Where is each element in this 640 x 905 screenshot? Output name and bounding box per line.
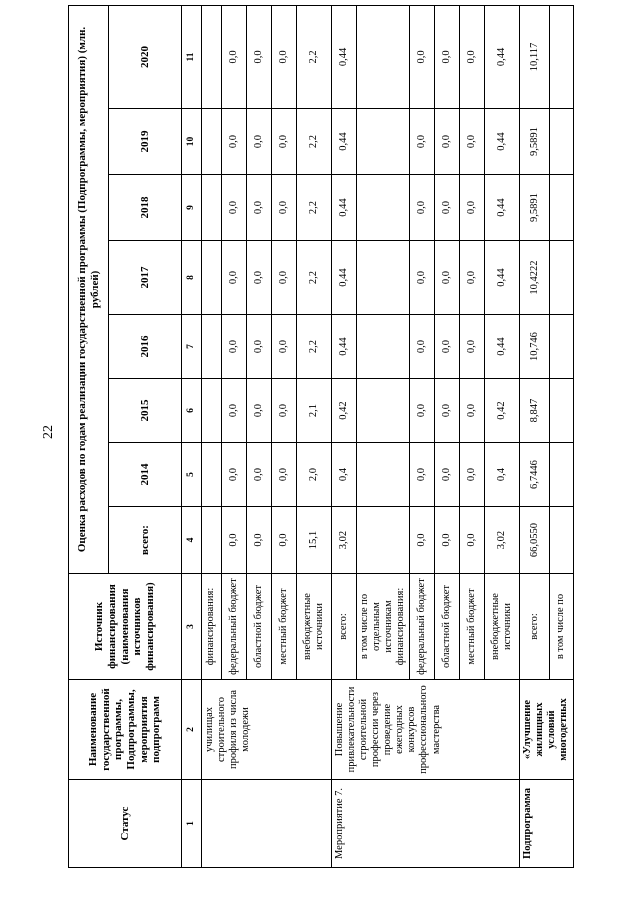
value-cell: 0,0 bbox=[410, 241, 435, 315]
source-cell: в том числе по bbox=[549, 574, 573, 680]
value-cell bbox=[549, 443, 573, 507]
source-cell: в том числе по отдельным источникам финансирования: bbox=[357, 574, 410, 680]
value-cell bbox=[357, 109, 410, 175]
value-cell: 0,0 bbox=[222, 443, 247, 507]
budget-table-container bbox=[68, 6, 570, 868]
value-cell: 6,7446 bbox=[520, 443, 550, 507]
source-cell: местный бюджет bbox=[272, 574, 297, 680]
value-cell: 0,0 bbox=[272, 175, 297, 241]
value-cell: 0,0 bbox=[247, 109, 272, 175]
value-cell: 66,0550 bbox=[520, 507, 550, 574]
value-cell bbox=[549, 315, 573, 379]
value-cell: 0,44 bbox=[485, 315, 520, 379]
budget-table bbox=[68, 5, 574, 868]
table-row bbox=[332, 5, 357, 867]
value-cell bbox=[357, 315, 410, 379]
value-cell: 0,44 bbox=[485, 109, 520, 175]
value-cell: 0,0 bbox=[247, 443, 272, 507]
column-number: 10 bbox=[182, 109, 202, 175]
value-cell: 0,0 bbox=[272, 241, 297, 315]
header-year-2015: 2015 bbox=[109, 379, 182, 443]
value-cell: 0,0 bbox=[222, 175, 247, 241]
value-cell: 0,0 bbox=[460, 175, 485, 241]
source-cell: всего: bbox=[520, 574, 550, 680]
value-cell bbox=[357, 443, 410, 507]
value-cell: 0,0 bbox=[435, 379, 460, 443]
value-cell: 2,2 bbox=[297, 241, 332, 315]
value-cell: 9,5891 bbox=[520, 175, 550, 241]
value-cell: 0,0 bbox=[460, 507, 485, 574]
header-year-2020: 2020 bbox=[109, 5, 182, 108]
value-cell bbox=[357, 379, 410, 443]
value-cell bbox=[202, 109, 222, 175]
header-estimate: Оценка расходов по годам реализации государственной программы (Подпрограммы, мероприятия) (млн. рублей) bbox=[69, 5, 109, 573]
value-cell: 0,0 bbox=[460, 241, 485, 315]
value-cell: 0,0 bbox=[435, 315, 460, 379]
column-number: 6 bbox=[182, 379, 202, 443]
status-cell: Подпрограмма bbox=[520, 780, 573, 868]
value-cell: 0,44 bbox=[332, 5, 357, 108]
column-number: 7 bbox=[182, 315, 202, 379]
source-cell: федеральный бюджет bbox=[410, 574, 435, 680]
header-year-2019: 2019 bbox=[109, 109, 182, 175]
value-cell bbox=[202, 5, 222, 108]
value-cell: 0,42 bbox=[332, 379, 357, 443]
value-cell bbox=[202, 443, 222, 507]
source-cell: финансирования: bbox=[202, 574, 222, 680]
value-cell: 0,44 bbox=[332, 109, 357, 175]
source-cell: федеральный бюджет bbox=[222, 574, 247, 680]
source-cell: областной бюджет bbox=[435, 574, 460, 680]
value-cell: 2,1 bbox=[297, 379, 332, 443]
value-cell: 0,0 bbox=[435, 443, 460, 507]
value-cell bbox=[549, 109, 573, 175]
value-cell: 0,4 bbox=[332, 443, 357, 507]
value-cell: 0,0 bbox=[435, 109, 460, 175]
value-cell bbox=[549, 241, 573, 315]
column-number: 9 bbox=[182, 175, 202, 241]
value-cell: 10,117 bbox=[520, 5, 550, 108]
value-cell: 0,42 bbox=[485, 379, 520, 443]
value-cell: 0,0 bbox=[435, 5, 460, 108]
subprogram-name: «Улучшение жилищных условий многодетных bbox=[520, 680, 573, 780]
value-cell: 8,847 bbox=[520, 379, 550, 443]
header-total: всего: bbox=[109, 507, 182, 574]
page-number: 22 bbox=[41, 425, 56, 439]
value-cell: 0,0 bbox=[272, 443, 297, 507]
value-cell: 0,0 bbox=[272, 109, 297, 175]
table-row bbox=[520, 5, 550, 867]
value-cell: 0,0 bbox=[435, 507, 460, 574]
value-cell: 0,0 bbox=[272, 315, 297, 379]
value-cell bbox=[202, 175, 222, 241]
column-number: 2 bbox=[182, 680, 202, 780]
value-cell: 0,0 bbox=[410, 507, 435, 574]
column-number: 3 bbox=[182, 574, 202, 680]
value-cell: 0,44 bbox=[485, 5, 520, 108]
value-cell: 3,02 bbox=[485, 507, 520, 574]
value-cell bbox=[549, 5, 573, 108]
value-cell bbox=[357, 241, 410, 315]
header-year-2016: 2016 bbox=[109, 315, 182, 379]
value-cell: 0,0 bbox=[410, 109, 435, 175]
status-cell: Мероприятие 7. bbox=[332, 780, 520, 868]
value-cell bbox=[357, 507, 410, 574]
value-cell: 0,0 bbox=[460, 315, 485, 379]
value-cell: 2,2 bbox=[297, 109, 332, 175]
value-cell: 0,44 bbox=[332, 241, 357, 315]
value-cell: 0,4 bbox=[485, 443, 520, 507]
value-cell: 0,0 bbox=[222, 5, 247, 108]
value-cell: 0,44 bbox=[332, 175, 357, 241]
source-cell: внебюджетные источники bbox=[297, 574, 332, 680]
value-cell: 10,746 bbox=[520, 315, 550, 379]
value-cell bbox=[549, 507, 573, 574]
value-cell: 0,0 bbox=[435, 175, 460, 241]
status-cell bbox=[202, 780, 332, 868]
value-cell: 10,4222 bbox=[520, 241, 550, 315]
value-cell: 0,0 bbox=[222, 241, 247, 315]
header-status: Статус bbox=[69, 780, 182, 868]
header-year-2017: 2017 bbox=[109, 241, 182, 315]
value-cell: 0,0 bbox=[247, 241, 272, 315]
column-number: 11 bbox=[182, 5, 202, 108]
column-number: 4 bbox=[182, 507, 202, 574]
value-cell: 0,0 bbox=[247, 315, 272, 379]
value-cell: 2,2 bbox=[297, 175, 332, 241]
value-cell: 0,0 bbox=[272, 507, 297, 574]
value-cell: 0,0 bbox=[247, 379, 272, 443]
value-cell: 0,0 bbox=[410, 315, 435, 379]
value-cell: 0,44 bbox=[485, 241, 520, 315]
value-cell: 0,0 bbox=[410, 379, 435, 443]
value-cell: 2,2 bbox=[297, 315, 332, 379]
value-cell bbox=[202, 315, 222, 379]
value-cell bbox=[357, 175, 410, 241]
value-cell bbox=[202, 241, 222, 315]
value-cell bbox=[202, 379, 222, 443]
value-cell bbox=[549, 379, 573, 443]
event-name: училищах строительного профиля из числа молодежи bbox=[202, 680, 332, 780]
source-cell: областной бюджет bbox=[247, 574, 272, 680]
value-cell: 0,0 bbox=[410, 175, 435, 241]
value-cell: 0,0 bbox=[222, 507, 247, 574]
value-cell: 0,0 bbox=[222, 315, 247, 379]
value-cell: 0,0 bbox=[410, 5, 435, 108]
header-source: Источник финансирования (наименования источников финансирования) bbox=[69, 574, 182, 680]
value-cell: 0,0 bbox=[222, 379, 247, 443]
value-cell: 15,1 bbox=[297, 507, 332, 574]
column-number: 8 bbox=[182, 241, 202, 315]
column-number-row bbox=[182, 5, 202, 867]
value-cell: 2,0 bbox=[297, 443, 332, 507]
header-year-2014: 2014 bbox=[109, 443, 182, 507]
value-cell: 0,0 bbox=[435, 241, 460, 315]
header-name: Наименование государственной программы, Подпрограммы, мероприятия подпрограмм bbox=[69, 680, 182, 780]
value-cell: 3,02 bbox=[332, 507, 357, 574]
value-cell: 0,0 bbox=[247, 507, 272, 574]
column-number: 1 bbox=[182, 780, 202, 868]
value-cell: 0,44 bbox=[485, 175, 520, 241]
value-cell: 0,0 bbox=[460, 109, 485, 175]
value-cell: 0,0 bbox=[460, 443, 485, 507]
table-row bbox=[202, 5, 222, 867]
value-cell: 0,0 bbox=[460, 5, 485, 108]
value-cell: 0,0 bbox=[272, 5, 297, 108]
source-cell: всего: bbox=[332, 574, 357, 680]
value-cell: 0,0 bbox=[222, 109, 247, 175]
value-cell bbox=[357, 5, 410, 108]
value-cell: 0,0 bbox=[460, 379, 485, 443]
header-year-2018: 2018 bbox=[109, 175, 182, 241]
value-cell: 0,44 bbox=[332, 315, 357, 379]
value-cell: 0,0 bbox=[272, 379, 297, 443]
value-cell: 9,5891 bbox=[520, 109, 550, 175]
value-cell: 0,0 bbox=[247, 175, 272, 241]
value-cell: 0,0 bbox=[247, 5, 272, 108]
value-cell: 0,0 bbox=[410, 443, 435, 507]
value-cell bbox=[549, 175, 573, 241]
source-cell: местный бюджет bbox=[460, 574, 485, 680]
value-cell bbox=[202, 507, 222, 574]
value-cell: 2,2 bbox=[297, 5, 332, 108]
column-number: 5 bbox=[182, 443, 202, 507]
source-cell: внебюджетные источники bbox=[485, 574, 520, 680]
event-name: Повышение привлекательности строительной профессии через проведение ежегодных конкурсов профессионального мастерства bbox=[332, 680, 520, 780]
